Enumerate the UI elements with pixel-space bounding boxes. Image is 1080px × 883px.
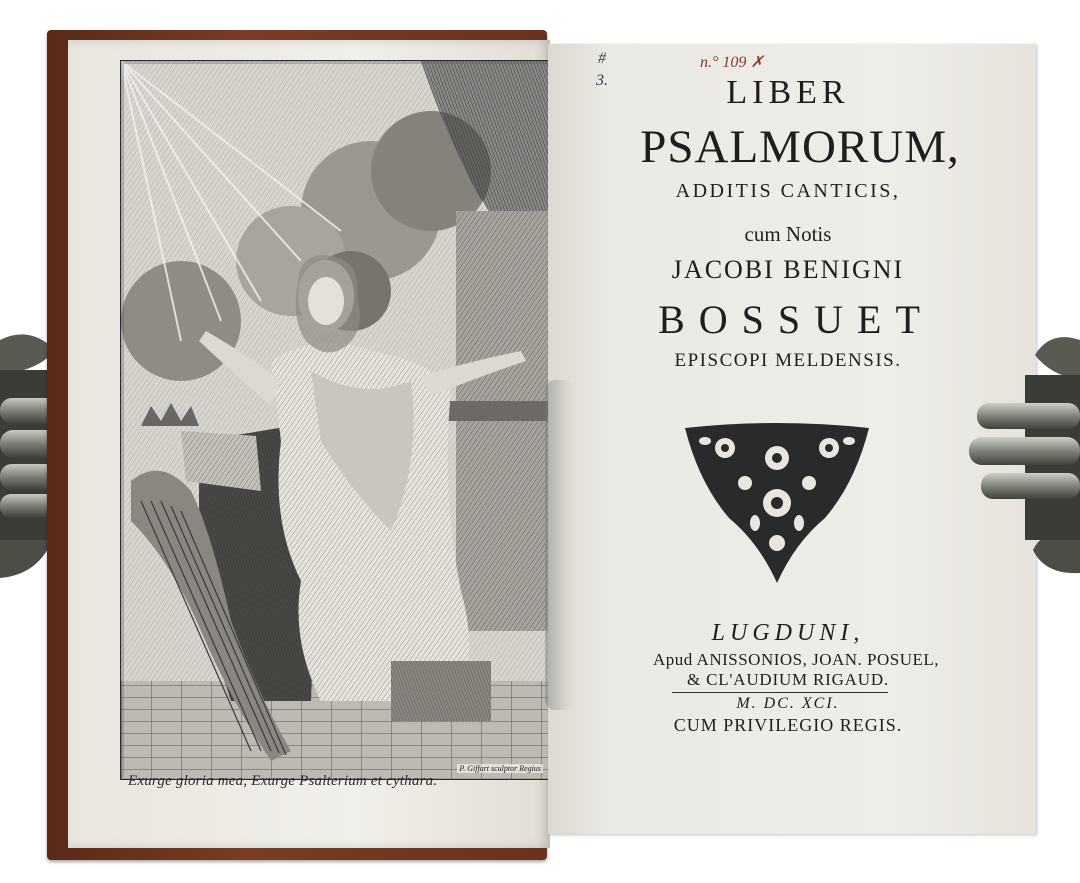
- title-line-liber: LIBER: [726, 74, 850, 111]
- author-line-jacobi: JACOBI BENIGNI: [671, 255, 905, 284]
- author-line-bossuet: BOSSUET: [658, 297, 934, 342]
- engraving-caption: Exurge gloria mea, Exurge Psalterium et cythara.: [128, 773, 438, 789]
- imprint-rule: [672, 692, 888, 693]
- manuscript-hash-mark: #: [598, 50, 606, 67]
- frontispiece-engraving: [120, 60, 550, 780]
- manuscript-number: 3.: [596, 72, 608, 89]
- imprint-place: LUGDUNI,: [711, 620, 865, 646]
- title-line-canticis: ADDITIS CANTICIS,: [675, 180, 901, 202]
- printers-ornament: [685, 423, 869, 583]
- title-line-psalmorum: PSALMORUM,: [640, 121, 960, 173]
- imprint-date: M. DC. XCI.: [736, 695, 840, 712]
- title-line-cum-notis: cum Notis: [744, 222, 832, 246]
- engraver-signature: P. Giffart sculptor Regius: [459, 764, 541, 773]
- imprint-printers: Apud ANISSONIOS, JOAN. POSUEL,: [652, 650, 940, 669]
- manuscript-reference: n.° 109 ✗: [700, 54, 764, 71]
- right-clamp: [965, 335, 1080, 575]
- imprint-printer-rigaud: & CL'AUDIUM RIGAUD.: [687, 670, 889, 689]
- author-line-episcopi: EPISCOPI MELDENSIS.: [674, 350, 902, 371]
- imprint-privilege: CUM PRIVILEGIO REGIS.: [673, 715, 903, 735]
